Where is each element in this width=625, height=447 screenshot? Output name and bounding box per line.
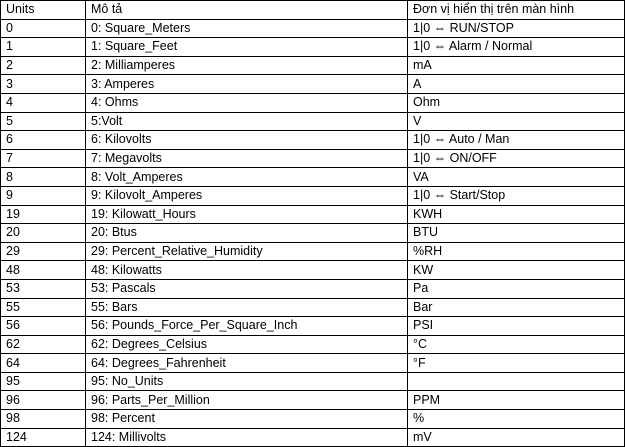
cell-display-unit: °F xyxy=(408,354,625,373)
table-row xyxy=(1,354,625,373)
table-row xyxy=(1,149,625,168)
cell-units: 124 xyxy=(1,428,86,447)
table-row xyxy=(1,335,625,354)
cell-description: 96: Parts_Per_Million xyxy=(86,391,408,410)
table-row xyxy=(1,372,625,391)
cell-display-unit: 1|0 ⇔ ON/OFF xyxy=(408,149,625,168)
cell-units: 9 xyxy=(1,186,86,205)
cell-description: 4: Ohms xyxy=(86,93,408,112)
cell-units: 20 xyxy=(1,224,86,243)
cell-units: 6 xyxy=(1,131,86,150)
cell-units: 0 xyxy=(1,19,86,38)
cell-units: 7 xyxy=(1,149,86,168)
cell-description: 98: Percent xyxy=(86,410,408,429)
table-row xyxy=(1,224,625,243)
table-row xyxy=(1,242,625,261)
cell-display-unit: mA xyxy=(408,56,625,75)
cell-description: 124: Millivolts xyxy=(86,428,408,447)
cell-description: 29: Percent_Relative_Humidity xyxy=(86,242,408,261)
cell-description: 6: Kilovolts xyxy=(86,131,408,150)
cell-units: 19 xyxy=(1,205,86,224)
header-row xyxy=(1,1,625,20)
cell-units: 1 xyxy=(1,38,86,57)
table-row xyxy=(1,186,625,205)
table-row xyxy=(1,93,625,112)
cell-display-unit: PPM xyxy=(408,391,625,410)
table-row xyxy=(1,168,625,187)
table-row xyxy=(1,19,625,38)
cell-display-unit: V xyxy=(408,112,625,131)
cell-description: 7: Megavolts xyxy=(86,149,408,168)
table-row xyxy=(1,279,625,298)
cell-units: 5 xyxy=(1,112,86,131)
table-row xyxy=(1,428,625,447)
cell-display-unit: 1|0 ⇔ Auto / Man xyxy=(408,131,625,150)
cell-display-unit: Ohm xyxy=(408,93,625,112)
cell-description: 55: Bars xyxy=(86,298,408,317)
cell-display-unit: PSI xyxy=(408,317,625,336)
cell-display-unit: 1|0 ⇔ Alarm / Normal xyxy=(408,38,625,57)
cell-description: 1: Square_Feet xyxy=(86,38,408,57)
cell-description: 0: Square_Meters xyxy=(86,19,408,38)
cell-description: 62: Degrees_Celsius xyxy=(86,335,408,354)
cell-units: 95 xyxy=(1,372,86,391)
table-row xyxy=(1,38,625,57)
table-row xyxy=(1,112,625,131)
cell-display-unit: A xyxy=(408,75,625,94)
cell-description: 53: Pascals xyxy=(86,279,408,298)
cell-units: 29 xyxy=(1,242,86,261)
cell-description: 56: Pounds_Force_Per_Square_Inch xyxy=(86,317,408,336)
cell-display-unit: KW xyxy=(408,261,625,280)
cell-display-unit: °C xyxy=(408,335,625,354)
cell-display-unit: mV xyxy=(408,428,625,447)
cell-units: 96 xyxy=(1,391,86,410)
cell-display-unit: BTU xyxy=(408,224,625,243)
cell-units: 48 xyxy=(1,261,86,280)
cell-units: 2 xyxy=(1,56,86,75)
header-units: Units xyxy=(1,1,86,20)
cell-display-unit: %RH xyxy=(408,242,625,261)
table-row xyxy=(1,298,625,317)
cell-description: 8: Volt_Amperes xyxy=(86,168,408,187)
cell-display-unit: % xyxy=(408,410,625,429)
cell-units: 53 xyxy=(1,279,86,298)
cell-description: 2: Milliamperes xyxy=(86,56,408,75)
table-row xyxy=(1,261,625,280)
cell-units: 98 xyxy=(1,410,86,429)
table-row xyxy=(1,131,625,150)
cell-display-unit: 1|0 ⇔ RUN/STOP xyxy=(408,19,625,38)
table-row xyxy=(1,410,625,429)
cell-description: 95: No_Units xyxy=(86,372,408,391)
cell-display-unit: VA xyxy=(408,168,625,187)
header-description: Mô tả xyxy=(86,1,408,20)
cell-units: 62 xyxy=(1,335,86,354)
cell-units: 64 xyxy=(1,354,86,373)
cell-description: 3: Amperes xyxy=(86,75,408,94)
table-header xyxy=(1,1,625,20)
cell-description: 20: Btus xyxy=(86,224,408,243)
cell-units: 4 xyxy=(1,93,86,112)
cell-description: 9: Kilovolt_Amperes xyxy=(86,186,408,205)
cell-display-unit: 1|0 ⇔ Start/Stop xyxy=(408,186,625,205)
table-row xyxy=(1,317,625,336)
cell-units: 8 xyxy=(1,168,86,187)
cell-units: 55 xyxy=(1,298,86,317)
table-row xyxy=(1,75,625,94)
cell-units: 56 xyxy=(1,317,86,336)
cell-description: 48: Kilowatts xyxy=(86,261,408,280)
table-row xyxy=(1,391,625,410)
table-body xyxy=(1,19,625,447)
cell-display-unit: KWH xyxy=(408,205,625,224)
cell-display-unit xyxy=(408,372,625,391)
header-display-unit: Đơn vị hiển thị trên màn hình xyxy=(408,1,625,20)
cell-description: 64: Degrees_Fahrenheit xyxy=(86,354,408,373)
cell-display-unit: Pa xyxy=(408,279,625,298)
cell-units: 3 xyxy=(1,75,86,94)
cell-description: 5:Volt xyxy=(86,112,408,131)
cell-display-unit: Bar xyxy=(408,298,625,317)
cell-description: 19: Kilowatt_Hours xyxy=(86,205,408,224)
table-row xyxy=(1,205,625,224)
table-row xyxy=(1,56,625,75)
